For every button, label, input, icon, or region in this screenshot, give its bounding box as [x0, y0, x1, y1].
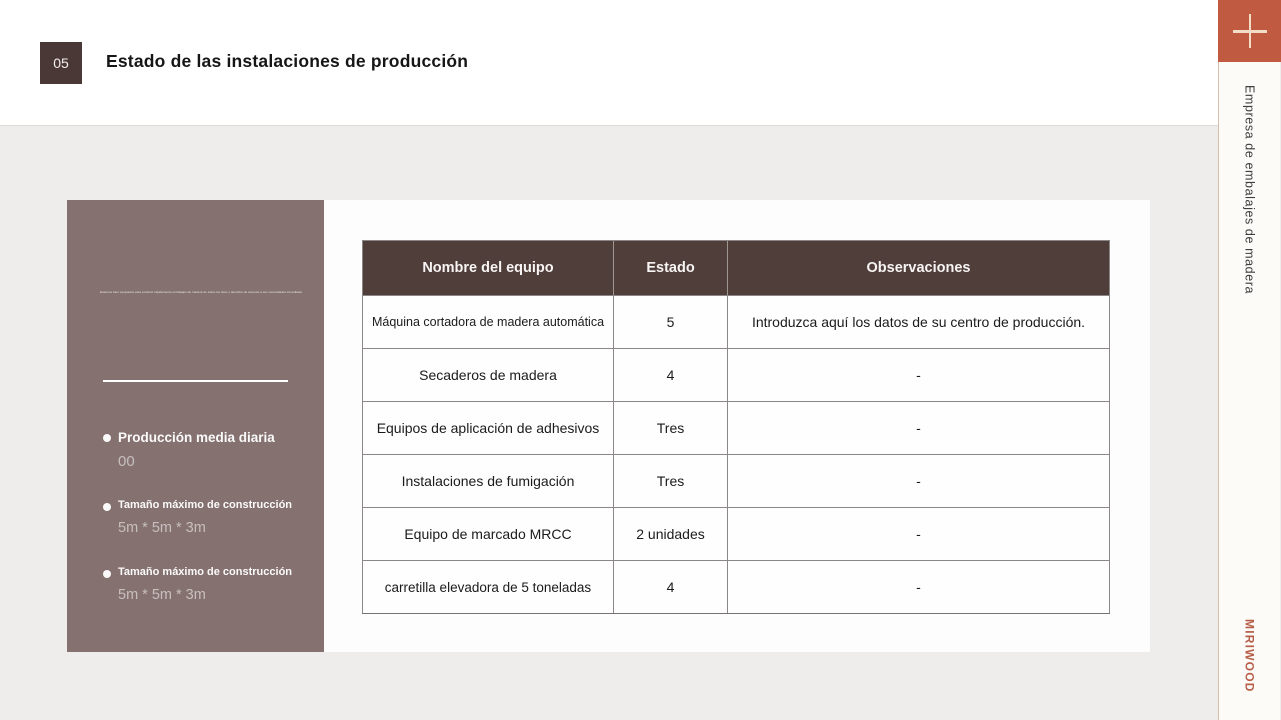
table-cell-status: 2 unidades — [613, 508, 727, 560]
table-row — [363, 454, 1109, 507]
bullet-value: 5m * 5m * 3m — [118, 520, 206, 536]
bullet-dot — [103, 434, 111, 442]
content-card — [324, 200, 1150, 652]
table-cell-equipment: Secaderos de madera — [419, 367, 557, 383]
column-header-equipment: Nombre del equipo — [422, 260, 554, 276]
bullet-item-max-size-2 — [103, 566, 313, 603]
table-row — [363, 348, 1109, 401]
table-cell-status: Tres — [613, 402, 727, 454]
table-cell-equipment: Máquina cortadora de madera automática — [371, 315, 605, 329]
column-header-status: Estado — [613, 241, 727, 295]
bullet-label: Producción media diaria — [118, 430, 275, 445]
table-cell-observations: - — [727, 349, 1109, 401]
brand-logo: MIRIWOOD — [1242, 619, 1257, 693]
table-row — [363, 401, 1109, 454]
fine-print-text: Estamos bien equipados para producir rápidamente embalajes de madera de todos los tipos y tamaños de acuerdo a sus necesidades inmediatas — [100, 291, 303, 295]
table-cell-status: 5 — [613, 296, 727, 348]
table-cell-status: 4 — [613, 561, 727, 613]
add-button[interactable] — [1218, 0, 1281, 62]
table-cell-observations: - — [727, 561, 1109, 613]
sidebar-vertical-title: Empresa de embalajes de madera — [1242, 85, 1257, 295]
bullet-item-max-size-1 — [103, 499, 313, 536]
table-header-row — [363, 241, 1109, 295]
fine-print — [100, 282, 307, 295]
header-band — [0, 0, 1218, 126]
page-number-badge: 05 — [40, 42, 82, 84]
table-cell-observations: - — [727, 402, 1109, 454]
bullet-value: 00 — [118, 453, 135, 470]
slide-title: Estado de las instalaciones de producción — [106, 51, 469, 71]
bullet-label: Tamaño máximo de construcción — [118, 566, 293, 578]
plus-icon — [1233, 14, 1267, 48]
table-cell-equipment: Equipos de aplicación de adhesivos — [376, 420, 600, 436]
table-row — [363, 295, 1109, 348]
table-cell-observations: Introduzca aquí los datos de su centro de producción. — [727, 296, 1109, 348]
right-sidebar — [1218, 0, 1280, 720]
table-cell-equipment: Instalaciones de fumigación — [401, 473, 575, 489]
panel-divider — [103, 380, 288, 382]
bullet-item-production — [103, 430, 313, 470]
content-area — [0, 127, 1218, 720]
bullet-label: Tamaño máximo de construcción — [118, 499, 293, 511]
bullet-dot — [103, 503, 111, 511]
table-cell-equipment: Equipo de marcado MRCC — [404, 526, 572, 542]
equipment-table — [362, 240, 1110, 614]
table-cell-observations: - — [727, 455, 1109, 507]
table-row — [363, 507, 1109, 560]
bullet-dot — [103, 570, 111, 578]
table-cell-observations: - — [727, 508, 1109, 560]
table-row — [363, 560, 1109, 613]
table-cell-status: 4 — [613, 349, 727, 401]
bullet-value: 5m * 5m * 3m — [118, 587, 206, 603]
column-header-observations: Observaciones — [727, 241, 1109, 295]
table-cell-status: Tres — [613, 455, 727, 507]
table-cell-equipment: carretilla elevadora de 5 toneladas — [384, 579, 592, 595]
info-panel — [67, 200, 324, 652]
